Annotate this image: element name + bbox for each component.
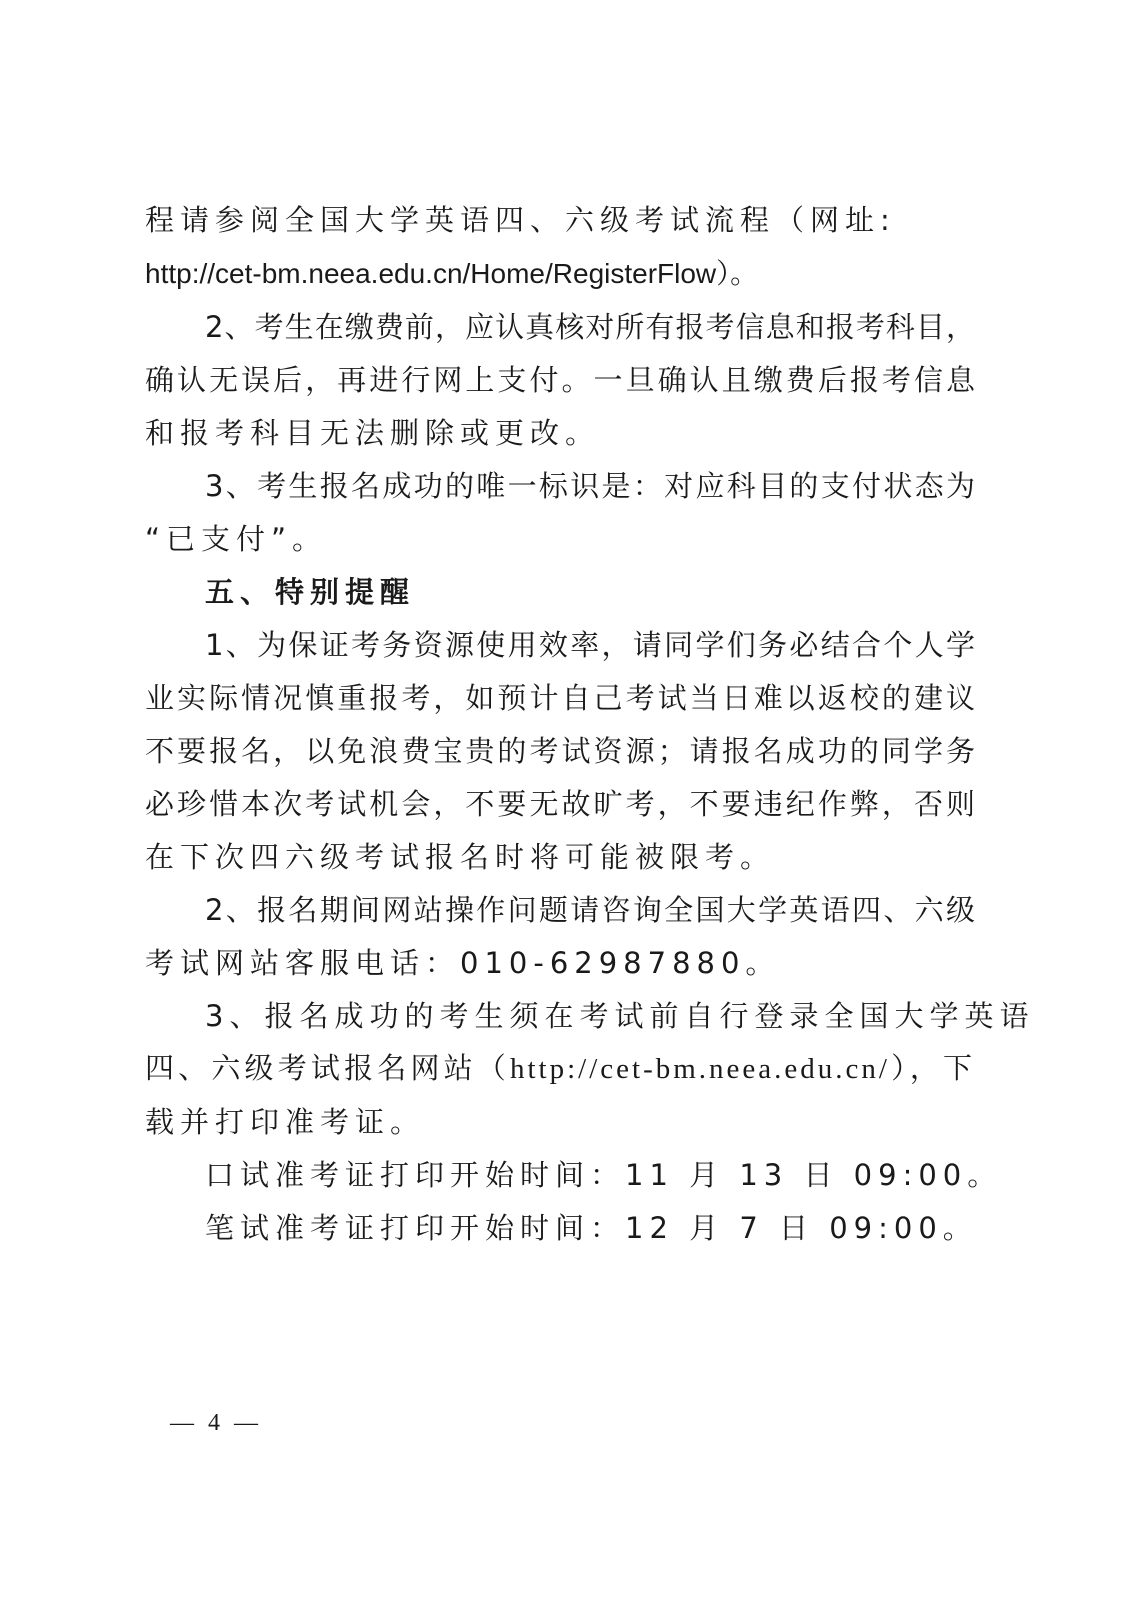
paragraph-line: 1、为保证考务资源使用效率，请同学们务必结合个人学 bbox=[205, 628, 975, 662]
paragraph-line: 载并打印准考证。 bbox=[145, 1105, 426, 1139]
paragraph-line: 必珍惜本次考试机会，不要无故旷考，不要违纪作弊，否则 bbox=[145, 787, 975, 821]
paragraph-line: 业实际情况慎重报考，如预计自己考试当日难以返校的建议 bbox=[145, 681, 975, 715]
written-exam-print-time: 笔试准考证打印开始时间：12 月 7 日 09:00。 bbox=[205, 1211, 978, 1245]
oral-exam-print-time: 口试准考证打印开始时间：11 月 13 日 09:00。 bbox=[205, 1158, 1003, 1192]
paragraph-line: 不要报名，以免浪费宝贵的考试资源；请报名成功的同学务 bbox=[145, 734, 975, 768]
paragraph-line: 四、六级考试报名网站（http://cet-bm.neea.edu.cn/），下 bbox=[145, 1053, 975, 1085]
url-line: http://cet-bm.neea.edu.cn/Home/RegisterFlow）。 bbox=[145, 258, 759, 289]
paragraph-line: “已支付”。 bbox=[145, 522, 328, 556]
paragraph-line: 3、报名成功的考生须在考试前自行登录全国大学英语 bbox=[205, 999, 1035, 1033]
paragraph-line: 确认无误后，再进行网上支付。一旦确认且缴费后报考信息 bbox=[145, 363, 975, 397]
paragraph-line: 程请参阅全国大学英语四、六级考试流程（网址: bbox=[145, 203, 896, 237]
paragraph-line: 2、报名期间网站操作问题请咨询全国大学英语四、六级 bbox=[205, 893, 975, 927]
paragraph-line: 在下次四六级考试报名时将可能被限考。 bbox=[145, 840, 776, 874]
page-number: — 4 — bbox=[170, 1410, 262, 1436]
section-heading: 五、特别提醒 bbox=[205, 575, 416, 609]
paragraph-line: 3、考生报名成功的唯一标识是：对应科目的支付状态为 bbox=[205, 469, 975, 503]
paragraph-line: 考试网站客服电话：010-62987880。 bbox=[145, 946, 781, 980]
paragraph-line: 和报考科目无法删除或更改。 bbox=[145, 416, 601, 450]
paragraph-line: 2、考生在缴费前，应认真核对所有报考信息和报考科目， bbox=[205, 310, 975, 344]
